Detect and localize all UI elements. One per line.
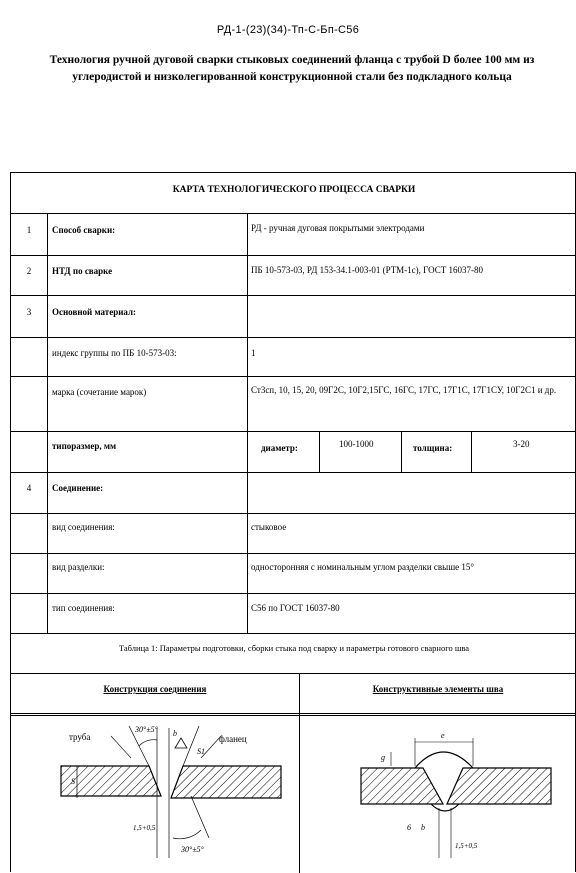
diameter-label: диаметр: xyxy=(261,443,298,453)
row-value: С56 по ГОСТ 16037-80 xyxy=(251,603,340,613)
row-value: 1 xyxy=(251,348,256,358)
thickness-label: толщина: xyxy=(413,443,453,453)
table-caption: Таблица 1: Параметры подготовки, сборки стыка под сварку и параметры готового сварного шва xyxy=(118,643,470,653)
joint-construction-drawing xyxy=(51,718,291,868)
process-card xyxy=(10,172,576,872)
dim-g: g xyxy=(381,753,385,762)
angle-bottom: 30°±5° xyxy=(181,845,204,854)
dim-e: e xyxy=(441,731,445,740)
row-label: вид соединения: xyxy=(52,522,115,532)
column-header: Конструктивные элементы шва xyxy=(372,684,504,694)
dim-gap: 1,5+0,5 xyxy=(455,842,478,850)
dim-b: b xyxy=(173,729,177,738)
card-title: КАРТА ТЕХНОЛОГИЧЕСКОГО ПРОЦЕССА СВАРКИ xyxy=(172,185,416,195)
row-value: ПБ 10-573-03, РД 153-34.1-003-01 (РТМ-1с), ГОСТ 16037-80 xyxy=(251,265,483,275)
row-label: вид разделки: xyxy=(52,562,105,572)
thickness-value: 3-20 xyxy=(513,439,530,449)
weld-elements-drawing xyxy=(351,718,571,868)
angle-top: 30°±5° xyxy=(135,725,158,734)
document-title: Технология ручной дуговой сварки стыковых соединений фланца с трубой D более 100 мм из углеродистой и низколегированной конструкционной стали без подкладного кольца xyxy=(49,54,535,83)
dim-s1: S1 xyxy=(197,747,205,756)
row-number: 1 xyxy=(26,225,32,235)
diameter-value: 100-1000 xyxy=(339,439,374,449)
column-header: Конструкция соединения xyxy=(103,684,207,694)
row-number: 2 xyxy=(26,266,32,276)
dim-sym: 6 xyxy=(407,823,411,832)
dim-gap: 1,5+0,5 xyxy=(133,824,156,832)
row-number: 4 xyxy=(26,483,32,493)
label-pipe: труба xyxy=(69,732,91,742)
row-label: Соединение: xyxy=(52,483,104,493)
row-value: Ст3сп, 10, 15, 20, 09Г2С, 10Г2,15ГС, 16ГС, 17ГС, 17Г1С, 17Г1СУ, 10Г2С1 и др. xyxy=(251,385,557,395)
row-value: стыковое xyxy=(251,522,287,532)
label-flange: фланец xyxy=(219,734,247,744)
row-value: односторонняя с номинальным углом разделки свыше 15° xyxy=(251,562,474,572)
row-label: НТД по сварке xyxy=(52,266,113,276)
row-label: Основной материал: xyxy=(52,307,137,317)
dim-b: b xyxy=(421,823,425,832)
row-label: типоразмер, мм xyxy=(52,441,117,451)
row-label: Способ сварки: xyxy=(52,225,116,235)
dim-s: S xyxy=(71,777,75,786)
document-code: РД-1-(23)(34)-Тп-С-Бп-С56 xyxy=(216,24,360,36)
row-label: тип соединения: xyxy=(52,603,115,613)
row-value: РД - ручная дуговая покрытыми электродами xyxy=(251,223,425,233)
row-number: 3 xyxy=(26,307,32,317)
row-label: индекс группы по ПБ 10-573-03: xyxy=(52,348,177,358)
row-label: марка (сочетание марок) xyxy=(52,387,147,397)
